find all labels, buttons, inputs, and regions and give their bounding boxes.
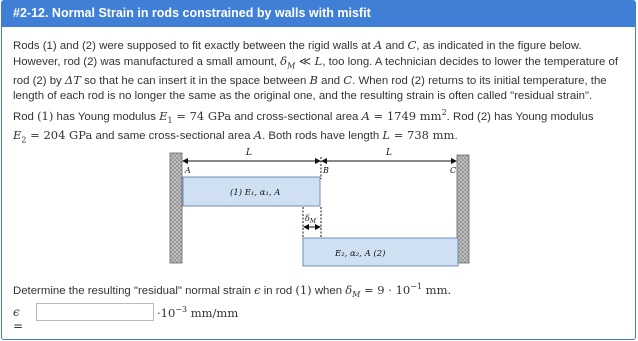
problem-statement-2: Rod (1) has Young modulus $E_1 = 74$ GPa and cross-sectional area A = 1749 $mm^2$. Rod (2) has Young modulus $E_2 = 204$ GPa and same cross-sectional area A. Both rods have length L = 738 mm. <box>13 108 594 145</box>
label-C: C <box>450 166 457 175</box>
rod-2-label: E₂, α₂, A (2) <box>335 249 386 259</box>
label-B: B <box>323 166 329 175</box>
problem-card <box>1 0 636 340</box>
label-L-left: L <box>246 148 252 158</box>
answer-input[interactable] <box>36 303 154 321</box>
problem-statement-1: Rods (1) and (2) were supposed to fit exactly between the rigid walls at A and C, as indicated in the figure below. However, rod (2) was manufactured a small amount, $\delta_M$ ≪ L, too long. A technician decides to lower the temperature of rod (2) by ΔT so that he can insert it in the space between B and C. When rod (2) returns to its initial temperature, the length of each rod is no longer the same as the original one, and the resulting strain is often called "residual strain". <box>13 38 619 103</box>
delta-label: $\delta_M$ <box>305 214 316 225</box>
right-wall <box>457 155 469 263</box>
answer-unit: $\cdot 10^{-3}$ mm/mm <box>157 305 239 320</box>
problem-title: #2-12. Normal Strain in rods constrained by walls with misfit <box>13 6 371 20</box>
left-wall <box>170 153 182 263</box>
label-A: A <box>185 166 191 175</box>
answer-label: ϵ = <box>13 305 24 333</box>
rod-1-label: (1) E₁, α₁, A <box>230 188 281 198</box>
label-L-right: L <box>386 148 392 158</box>
question-text: Determine the resulting "residual" normal strain ϵ in rod (1) when $\delta_M = 9 \cdot 10^{-1}$ mm. <box>13 282 452 300</box>
